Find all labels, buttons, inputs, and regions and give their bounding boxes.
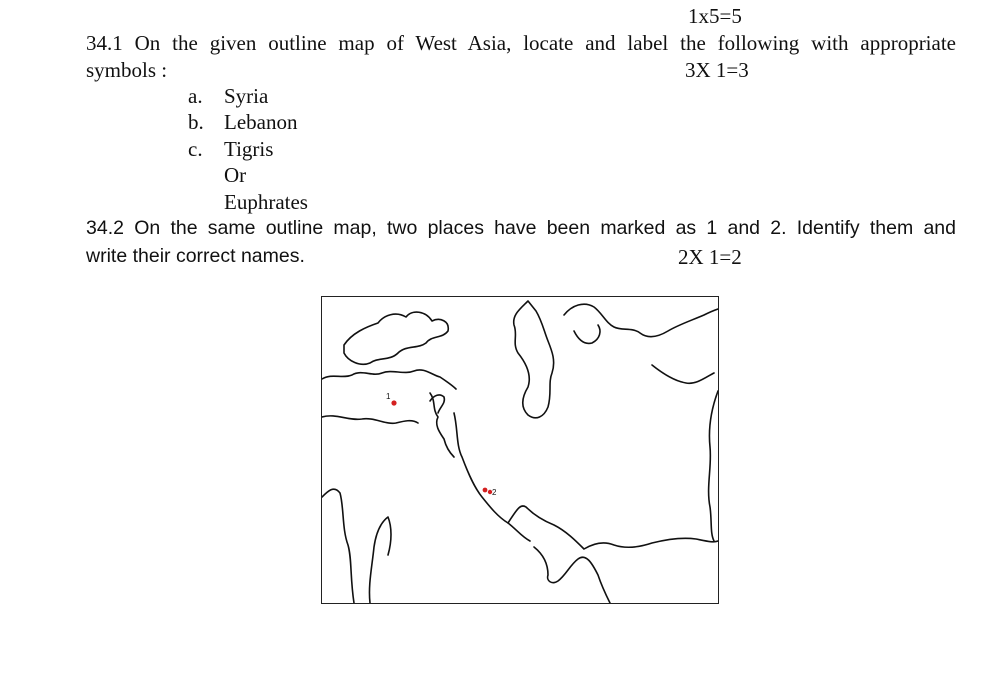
q341-line2: symbols : xyxy=(86,58,168,82)
total-marks: 1x5=5 xyxy=(688,4,742,28)
q342-line1: 34.2 On the same outline map, two places have been marked as 1 and 2. Identify them and xyxy=(86,217,956,239)
q342-marks: 2X 1=2 xyxy=(678,245,742,269)
place-marker-1-label: 1 xyxy=(386,392,391,401)
west-asia-outline-map xyxy=(321,296,719,604)
place-marker-1-dot xyxy=(391,400,396,405)
or-word: Or xyxy=(224,163,247,187)
list-item-tigris: Tigris xyxy=(224,137,274,161)
q341-marks: 3X 1=3 xyxy=(685,58,749,82)
place-marker-2-dot xyxy=(483,488,488,493)
map-markers-svg xyxy=(322,297,718,603)
list-item-syria: Syria xyxy=(224,84,269,108)
list-item-euphrates: Euphrates xyxy=(224,190,308,214)
q341-line1: 34.1 On the given outline map of West Asia, locate and label the following with appropriate xyxy=(86,31,956,55)
list-marker-c: c. xyxy=(188,137,203,161)
list-marker-a: a. xyxy=(188,84,203,108)
list-marker-b: b. xyxy=(188,110,204,134)
q342-line2: write their correct names. xyxy=(86,245,305,267)
place-marker-2-label: 2 xyxy=(492,488,497,497)
list-item-lebanon: Lebanon xyxy=(224,110,298,134)
